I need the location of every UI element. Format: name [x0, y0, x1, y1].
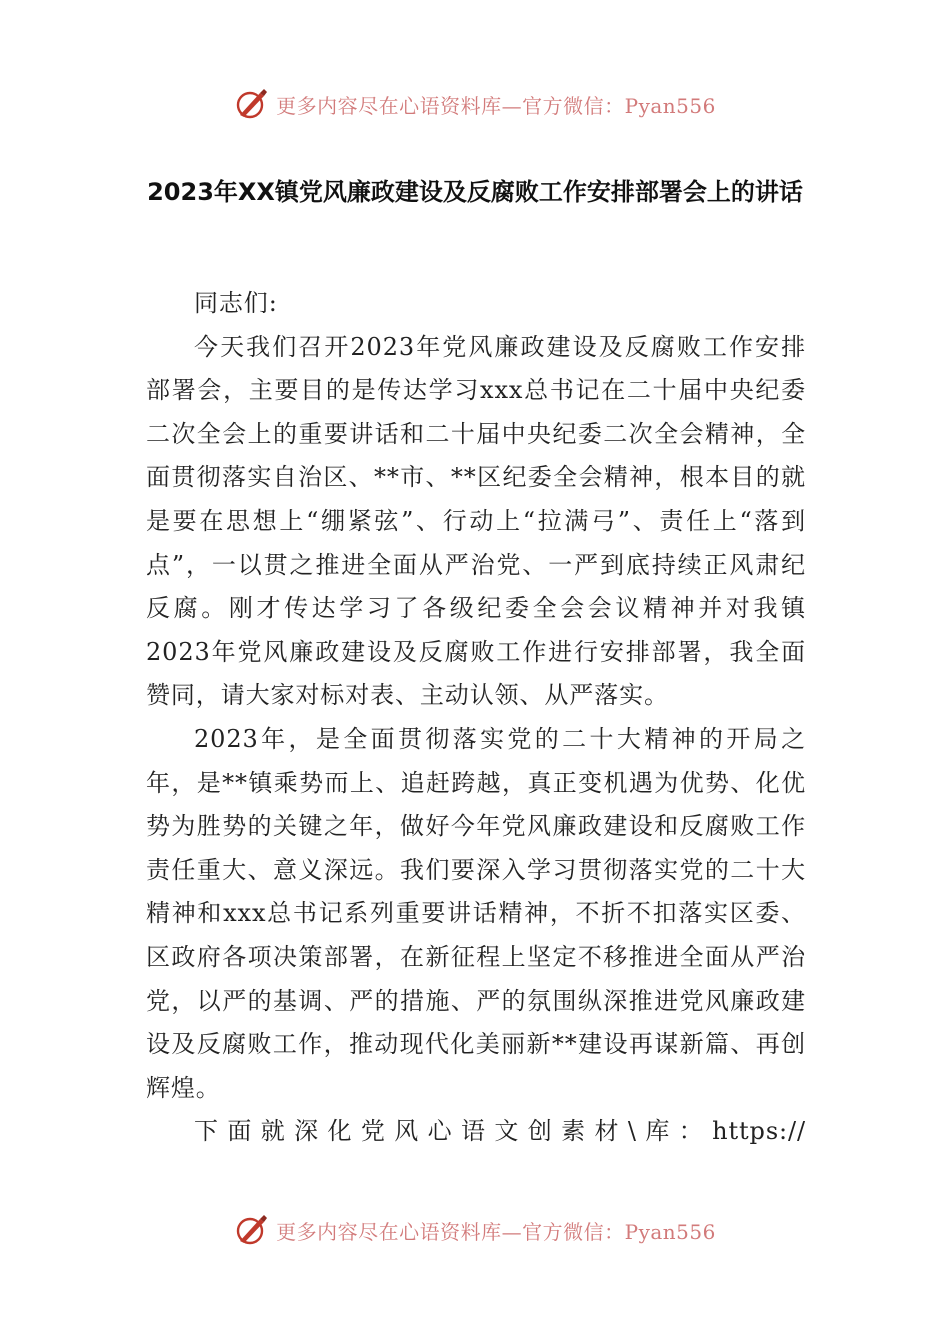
- salutation: 同志们:: [194, 289, 278, 317]
- footer-watermark-text: 更多内容尽在心语资料库—官方微信：Pyan556: [276, 1219, 716, 1244]
- header-watermark-text: 更多内容尽在心语资料库—官方微信：Pyan556: [276, 93, 716, 118]
- paragraph-3: 下面就深化党风心语文创素材\库：https://: [194, 1117, 806, 1146]
- footer-watermark: [0, 1210, 950, 1250]
- document-title: 2023年XX镇党风廉政建设及反腐败工作安排部署会上的讲话: [147, 178, 803, 206]
- pen-circle-icon: [234, 1213, 268, 1247]
- paragraph-2: 2023年，是全面贯彻落实党的二十大精神的开局之年，是**镇乘势而上、追赶跨越，真正变机遇为优势、化优势为胜势的关键之年，做好今年党风廉政建设和反腐败工作责任重大、意义深远。我们要深入学习贯彻落实党的二十大精神和xxx总书记系列重要讲话精神，不折不扣落实区委、区政府各项决策部署，在新征程上坚定不移推进全面从严治党，以严的基调、严的措施、严的氛围纵深推进党风廉政建设及反腐败工作，推动现代化美丽新**建设再谋新篇、再创辉煌。: [146, 724, 806, 1102]
- header-watermark: [0, 84, 950, 124]
- document-body: [146, 282, 806, 1154]
- paragraph-1: 今天我们召开2023年党风廉政建设及反腐败工作安排部署会，主要目的是传达学习xxx总书记在二十届中央纪委二次全会上的重要讲话和二十届中央纪委二次全会精神，全面贯彻落实自治区、**市、**区纪委全会精神，根本目的就是要在思想上“绷紧弦”、行动上“拉满弓”、责任上“落到点”，一以贯之推进全面从严治党、一严到底持续正风肃纪反腐。刚才传达学习了各级纪委全会会议精神并对我镇2023年党风廉政建设及反腐败工作进行安排部署，我全面赞同，请大家对标对表、主动认领、从严落实。: [146, 332, 806, 710]
- pen-circle-icon: [234, 87, 268, 121]
